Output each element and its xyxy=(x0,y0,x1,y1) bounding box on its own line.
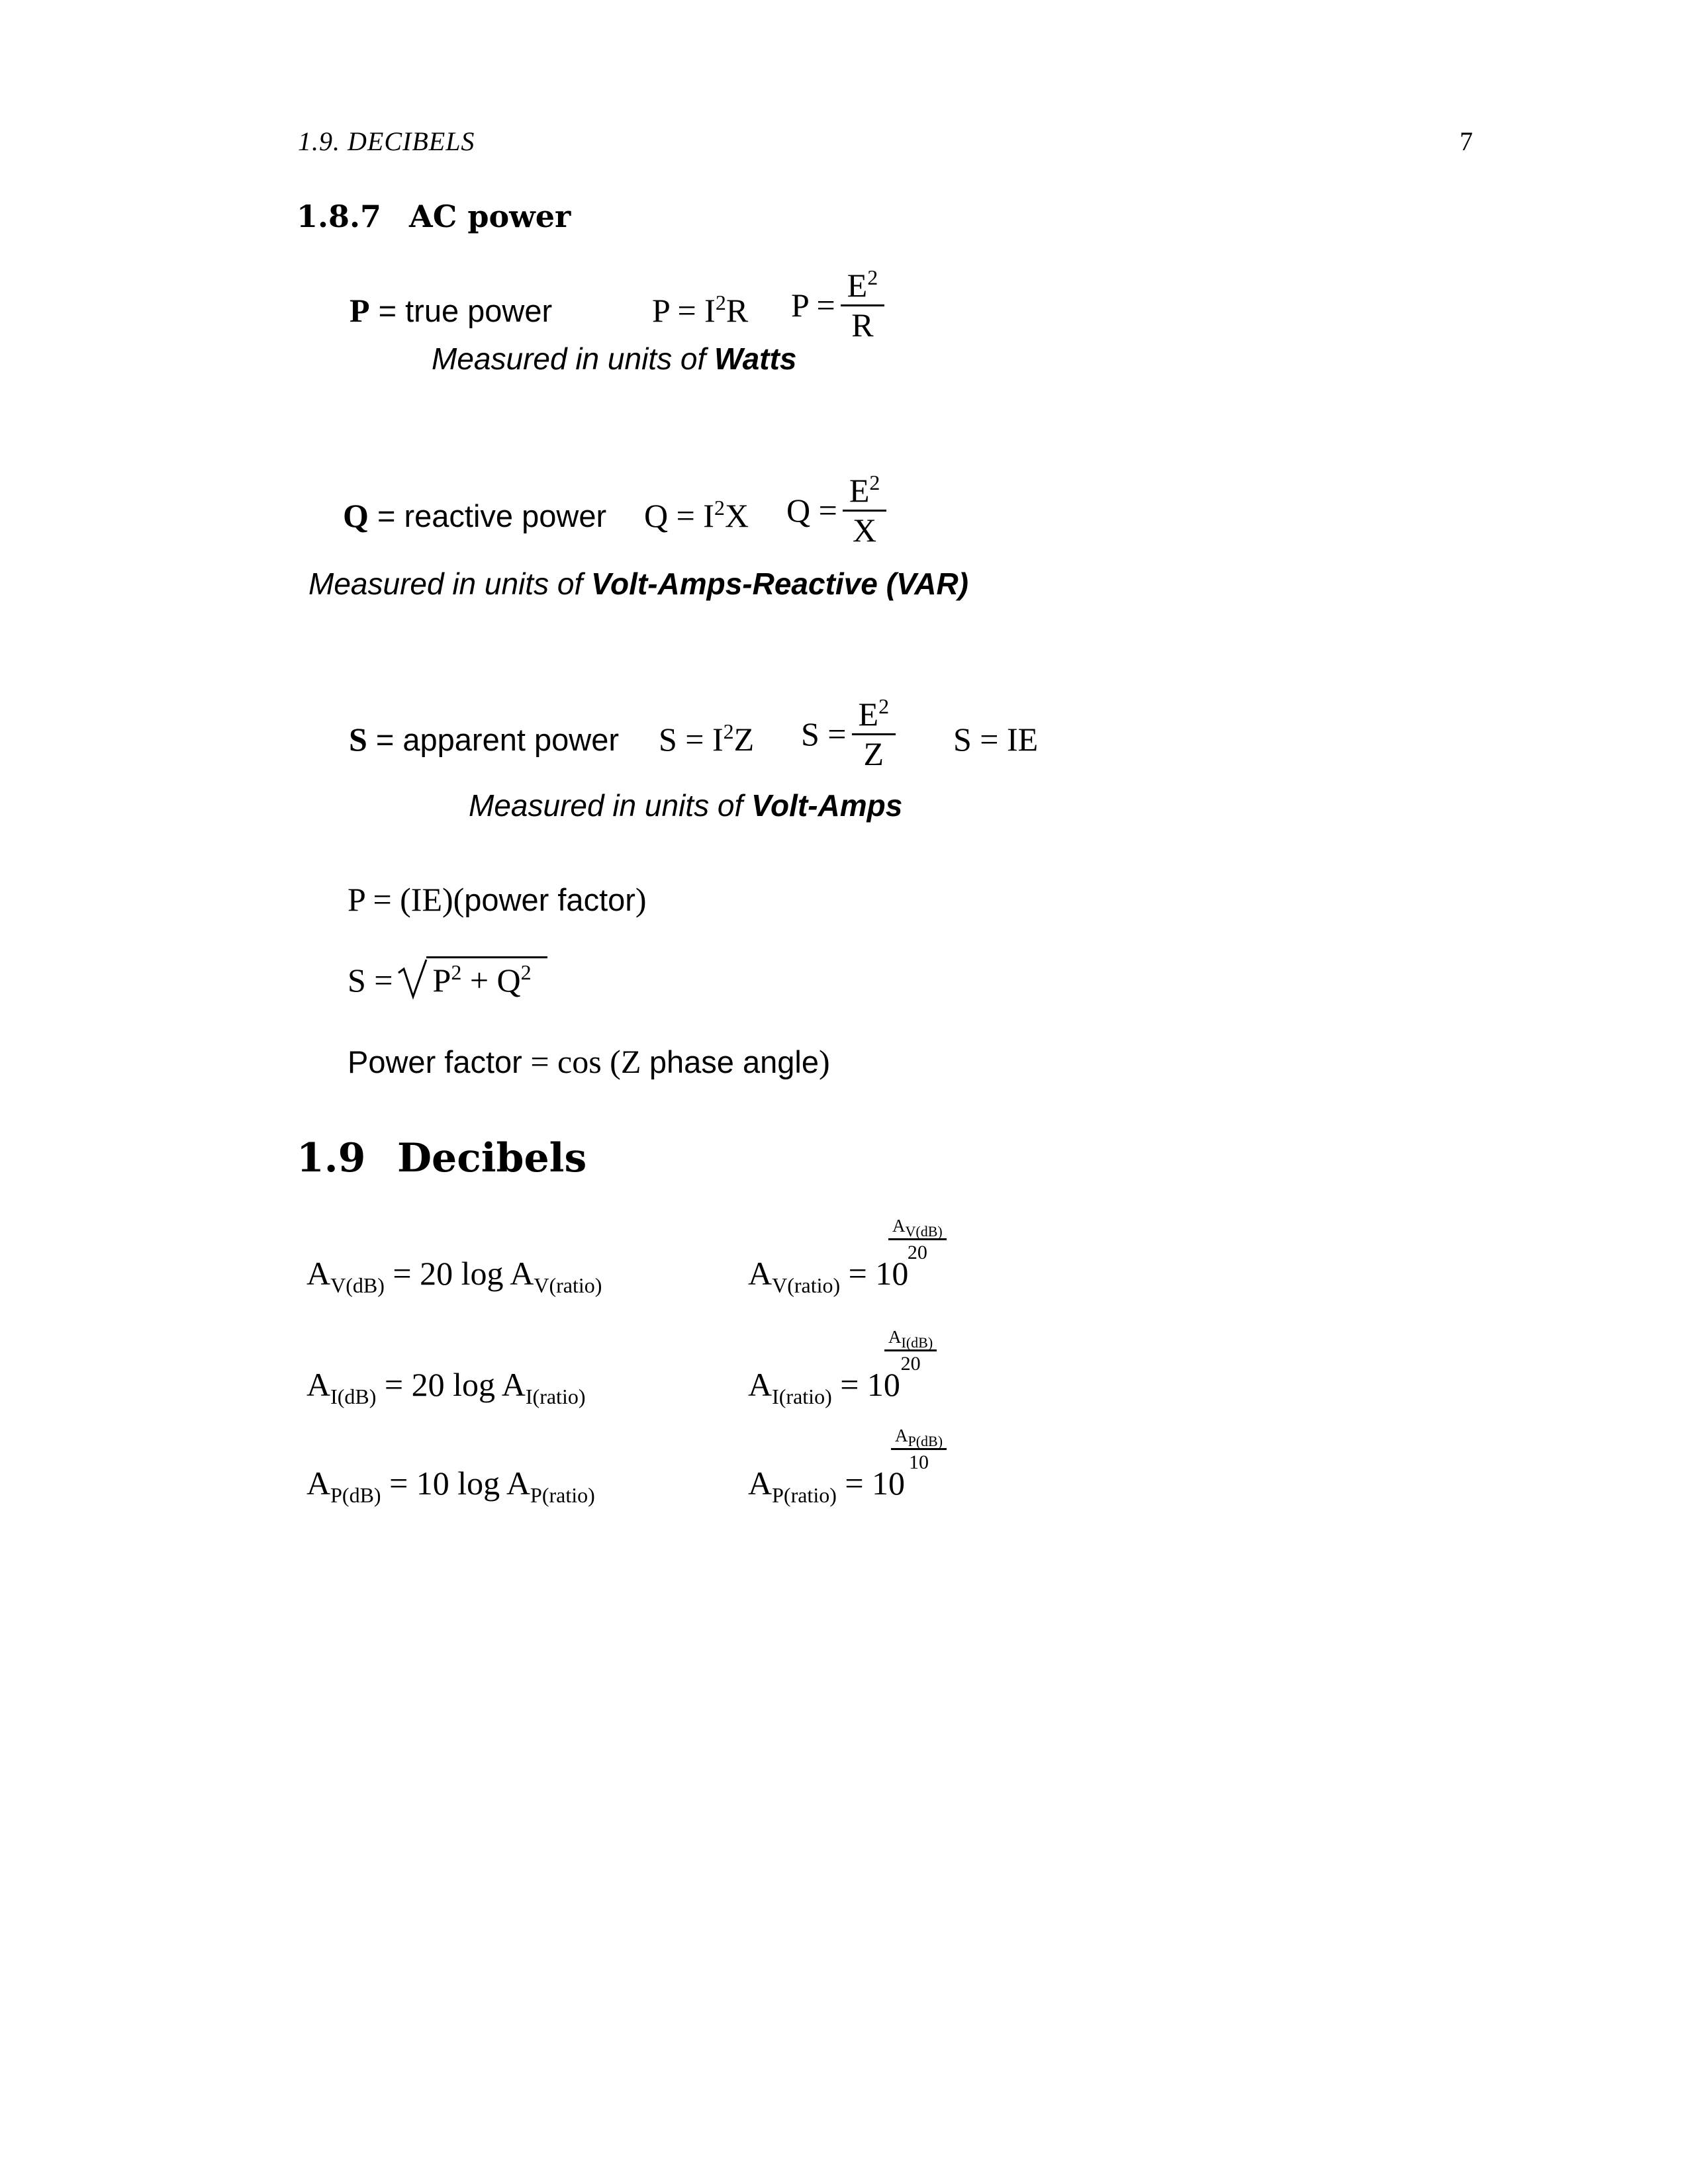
formula-text: power factor xyxy=(464,882,635,917)
note-prefix: Measured in units of xyxy=(308,567,592,601)
exponent-denominator: 20 xyxy=(907,1241,927,1263)
note-unit: Watts xyxy=(714,341,797,376)
eq-lhs: P = xyxy=(791,287,835,324)
ratio-power-formula xyxy=(748,1464,906,1507)
exponent-denominator: 20 xyxy=(900,1352,921,1375)
ratio-symbol: A xyxy=(748,1366,773,1403)
fraction-denominator: X xyxy=(853,511,877,549)
reactive-power-symbol: Q xyxy=(343,497,369,534)
fraction xyxy=(852,694,896,772)
definition-eq: = cos (Z xyxy=(522,1043,649,1080)
ratio-voltage-formula xyxy=(748,1254,909,1297)
eq-text-tail: Z xyxy=(733,721,755,758)
section-number: 1.9 xyxy=(297,1135,366,1181)
eq-lhs: S = xyxy=(801,715,847,752)
true-power-label xyxy=(350,291,552,330)
formula-mid: = 10 log A xyxy=(381,1465,531,1502)
fraction-denominator: R xyxy=(851,306,874,343)
reactive-power-label xyxy=(343,496,606,535)
sqrt-sign xyxy=(397,958,428,999)
apparent-power-eq-voltage xyxy=(801,694,896,772)
reactive-power-eq-current xyxy=(644,496,749,535)
true-power-symbol: P xyxy=(350,292,370,329)
eq-text: S = I xyxy=(659,721,724,758)
power-factor-formula xyxy=(348,880,647,919)
ratio-subscript: P(ratio) xyxy=(772,1483,837,1507)
ratio-subscript: I(ratio) xyxy=(525,1385,586,1408)
ratio-subscript: V(ratio) xyxy=(534,1273,602,1297)
true-power-eq-voltage xyxy=(791,265,884,343)
eq-exponent: 2 xyxy=(714,496,725,520)
reactive-power-eq-voltage xyxy=(786,473,886,547)
formula-mid: = 10 xyxy=(831,1366,900,1403)
running-header-title: 1.9. DECIBELS xyxy=(298,126,475,156)
apparent-power-unit-note xyxy=(469,788,902,823)
note-prefix: Measured in units of xyxy=(432,341,715,376)
fraction xyxy=(841,265,885,343)
definition-close: ) xyxy=(819,1043,830,1080)
exponent-numerator: $A_{P(dB)}$ xyxy=(891,1426,947,1450)
gain-symbol: A xyxy=(306,1255,331,1292)
note-unit: Volt-Amps-Reactive (VAR) xyxy=(591,567,968,601)
true-power-eq-current xyxy=(652,291,748,330)
eq-text: Q = I xyxy=(644,497,714,534)
section-heading xyxy=(297,1135,586,1181)
ratio-current-formula xyxy=(748,1365,900,1408)
exponent-numerator: $A_{V(dB)}$ xyxy=(888,1216,947,1240)
fraction xyxy=(843,473,887,547)
db-current-formula xyxy=(306,1365,586,1408)
exponent-numerator: $A_{I(dB)}$ xyxy=(884,1328,937,1351)
section-title: Decibels xyxy=(397,1135,587,1181)
true-power-unit-note xyxy=(432,341,796,377)
apparent-power-symbol: S xyxy=(349,721,367,758)
fraction-numerator: $E^2$ xyxy=(852,697,896,735)
power-exponent-fraction xyxy=(891,1426,947,1473)
ratio-subscript: V(ratio) xyxy=(772,1273,841,1297)
gain-symbol: A xyxy=(306,1465,331,1502)
subsection-heading xyxy=(297,199,571,234)
gain-subscript: V(dB) xyxy=(330,1273,385,1297)
definition-text: phase angle xyxy=(649,1044,819,1079)
formula-mid: = 10 xyxy=(840,1255,909,1292)
ratio-subscript: P(ratio) xyxy=(530,1483,595,1507)
db-power-formula xyxy=(306,1464,595,1507)
page-number: 7 xyxy=(1460,126,1473,156)
formula-mid: = 20 log A xyxy=(376,1366,526,1403)
subsection-number: 1.8.7 xyxy=(297,199,382,234)
apparent-power-eq-current xyxy=(659,720,754,758)
gain-symbol: A xyxy=(306,1366,331,1403)
sqrt-radicand: $P^2 + Q^2$ xyxy=(426,956,547,999)
eq-lhs: Q = xyxy=(786,492,837,529)
note-prefix: Measured in units of xyxy=(469,788,752,823)
formula-lhs: P = (IE)( xyxy=(348,881,465,918)
definition-label: Power factor xyxy=(348,1044,522,1079)
reactive-power-text: = reactive power xyxy=(368,498,607,533)
exponent-denominator: 10 xyxy=(909,1451,929,1473)
ratio-symbol: A xyxy=(748,1465,773,1502)
apparent-power-text: = apparent power xyxy=(367,722,619,757)
gain-subscript: I(dB) xyxy=(330,1385,377,1408)
gain-subscript: P(dB) xyxy=(330,1483,381,1507)
fraction-numerator: $E^2$ xyxy=(843,473,887,512)
eq-exponent: 2 xyxy=(715,291,726,314)
apparent-power-eq-ie: S = IE xyxy=(953,721,1039,758)
power-factor-definition xyxy=(348,1042,830,1081)
eq-text-tail: R xyxy=(726,292,749,329)
eq-exponent: 2 xyxy=(723,719,734,743)
ratio-subscript: I(ratio) xyxy=(772,1385,832,1408)
formula-mid: = 20 log A xyxy=(384,1255,534,1292)
eq-text-tail: X xyxy=(724,497,749,534)
fraction-numerator: $E^2$ xyxy=(841,268,885,306)
formula-lhs: S = xyxy=(348,962,393,999)
apparent-power-label xyxy=(349,720,619,758)
subsection-title: AC power xyxy=(409,199,571,234)
current-exponent-fraction xyxy=(884,1328,937,1375)
apparent-power-pythagorean xyxy=(348,956,547,999)
note-unit: Volt-Amps xyxy=(751,788,903,823)
formula-rhs: ) xyxy=(635,881,647,918)
formula-mid: = 10 xyxy=(836,1465,906,1502)
reactive-power-unit-note xyxy=(308,566,968,602)
true-power-text: = true power xyxy=(369,293,553,328)
eq-text: P = I xyxy=(652,292,716,329)
ratio-symbol: A xyxy=(748,1255,773,1292)
db-voltage-formula xyxy=(306,1254,602,1297)
voltage-exponent-fraction xyxy=(888,1216,947,1263)
fraction-denominator: Z xyxy=(863,735,884,772)
